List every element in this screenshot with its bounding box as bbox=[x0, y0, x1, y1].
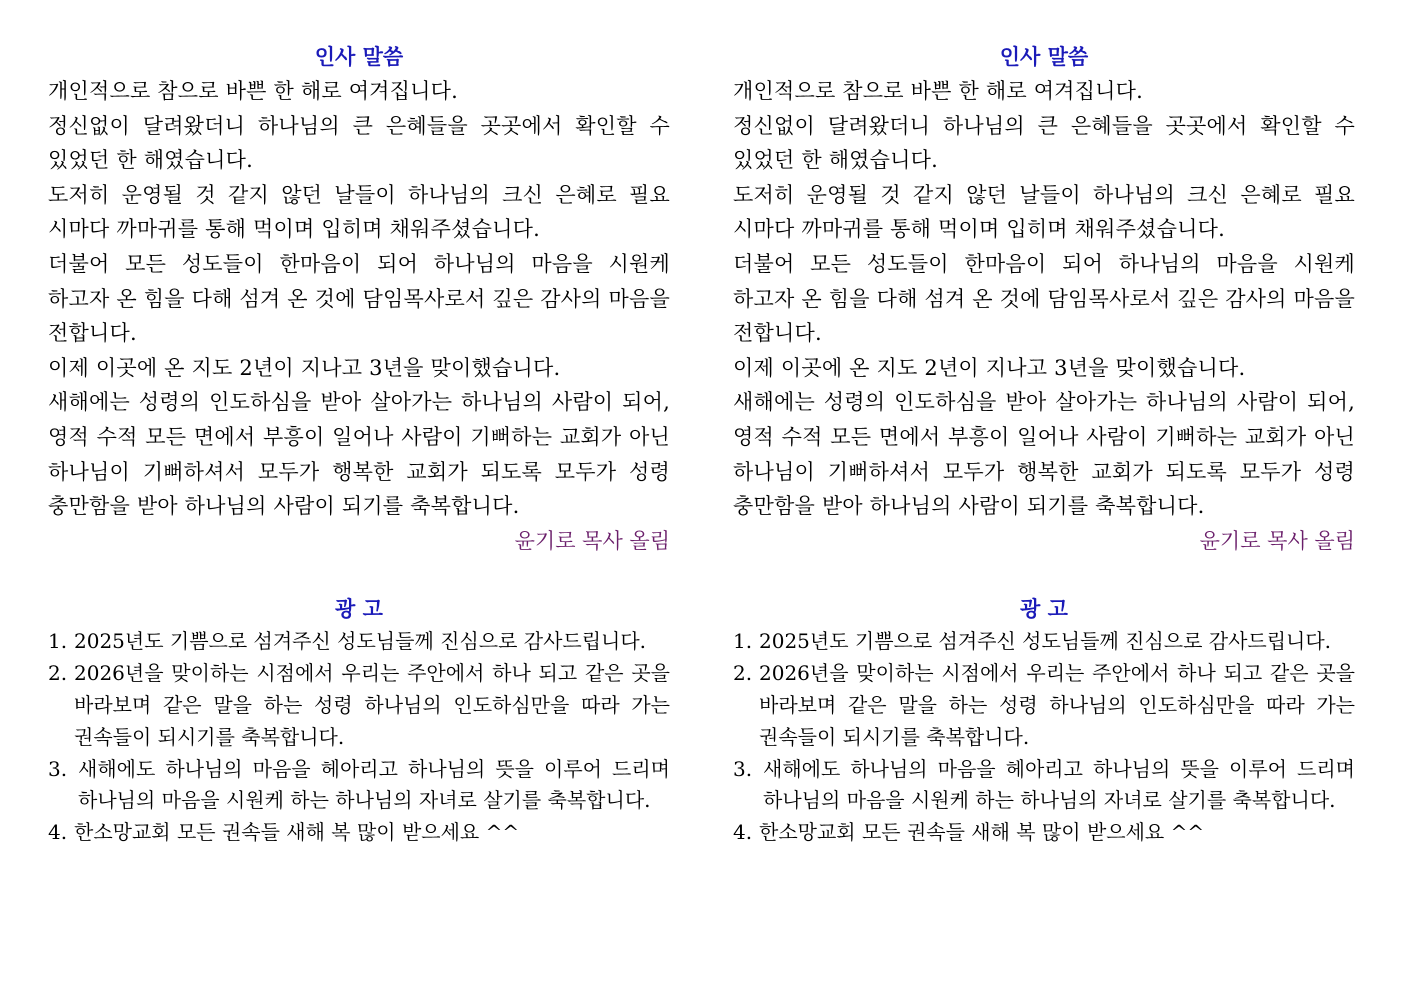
announcements-title: 광 고 bbox=[335, 596, 383, 622]
greeting-paragraph: 새해에는 성령의 인도하심을 받아 살아가는 하나님의 사람이 되어, 영적 수적 모든 면에서 부흥이 일어나 사람이 기뻐하는 교회가 아닌 하나님이 기뻐하셔서 모두가 행복한 교회가 되도록 모두가 성령 충만함을 받아 하나님의 사람이 되기를 축복합니다. bbox=[733, 390, 1355, 519]
announcement-number: 3. bbox=[733, 756, 753, 781]
announcements-list bbox=[48, 626, 670, 849]
greeting-section bbox=[733, 40, 1355, 558]
announcement-text: 2026년을 맞이하는 시점에서 우리는 주안에서 하나 되고 같은 곳을 바라보며 같은 말을 하는 성령 하나님의 인도하심만을 따라 가는 권속들이 되시기를 축복합니다. bbox=[74, 661, 670, 749]
announcements-section bbox=[48, 592, 670, 849]
greeting-paragraph: 도저히 운영될 것 같지 않던 날들이 하나님의 크신 은혜로 필요 시마다 까마귀를 통해 먹이며 입히며 채워주셨습니다. bbox=[48, 182, 670, 242]
announcement-number: 2. bbox=[733, 661, 753, 686]
greeting-paragraph: 이제 이곳에 온 지도 2년이 지나고 3년을 맞이했습니다. bbox=[48, 355, 561, 380]
announcement-text: 새해에도 하나님의 마음을 헤아리고 하나님의 뜻을 이루어 드리며 하나님의 마음을 시원케 하는 하나님의 자녀로 살기를 축복합니다. bbox=[78, 756, 670, 813]
greeting-section bbox=[48, 40, 670, 558]
announcements-list bbox=[733, 626, 1355, 849]
announcement-item bbox=[48, 626, 670, 658]
greeting-signature: 윤기로 목사 올림 bbox=[514, 528, 670, 553]
greeting-paragraph: 개인적으로 참으로 바쁜 한 해로 여겨집니다. bbox=[48, 79, 458, 103]
announcement-number: 1. bbox=[733, 629, 753, 654]
left-panel bbox=[48, 40, 670, 849]
announcement-item bbox=[48, 658, 670, 753]
announcement-item bbox=[48, 817, 670, 849]
greeting-paragraph: 정신없이 달려왔더니 하나님의 큰 은혜들을 곳곳에서 확인할 수 있었던 한 해였습니다. bbox=[48, 113, 670, 173]
announcement-text: 새해에도 하나님의 마음을 헤아리고 하나님의 뜻을 이루어 드리며 하나님의 마음을 시원케 하는 하나님의 자녀로 살기를 축복합니다. bbox=[763, 756, 1355, 813]
right-panel bbox=[733, 40, 1355, 849]
announcement-text: 한소망교회 모든 권속들 새해 복 많이 받으세요 ^^ bbox=[74, 820, 520, 845]
announcement-number: 3. bbox=[48, 756, 68, 781]
greeting-title: 인사 말씀 bbox=[999, 44, 1089, 69]
announcements-section bbox=[733, 592, 1355, 849]
greeting-paragraph: 정신없이 달려왔더니 하나님의 큰 은혜들을 곳곳에서 확인할 수 있었던 한 해였습니다. bbox=[733, 113, 1355, 173]
greeting-paragraph: 이제 이곳에 온 지도 2년이 지나고 3년을 맞이했습니다. bbox=[733, 355, 1246, 380]
announcement-number: 2. bbox=[48, 661, 68, 686]
announcement-number: 1. bbox=[48, 629, 68, 654]
greeting-title: 인사 말씀 bbox=[314, 44, 404, 69]
announcement-item bbox=[733, 754, 1355, 818]
announcement-item bbox=[48, 754, 670, 818]
greeting-paragraph: 개인적으로 참으로 바쁜 한 해로 여겨집니다. bbox=[733, 79, 1143, 103]
greeting-paragraph: 더불어 모든 성도들이 한마음이 되어 하나님의 마음을 시원케 하고자 온 힘을 다해 섬겨 온 것에 담임목사로서 깊은 감사의 마음을 전합니다. bbox=[733, 251, 1355, 346]
announcement-item bbox=[733, 817, 1355, 849]
announcement-text: 2025년도 기쁨으로 섬겨주신 성도님들께 진심으로 감사드립니다. bbox=[74, 629, 647, 654]
announcement-text: 2025년도 기쁨으로 섬겨주신 성도님들께 진심으로 감사드립니다. bbox=[759, 629, 1332, 654]
announcement-text: 한소망교회 모든 권속들 새해 복 많이 받으세요 ^^ bbox=[759, 820, 1205, 845]
greeting-paragraph: 도저히 운영될 것 같지 않던 날들이 하나님의 크신 은혜로 필요 시마다 까마귀를 통해 먹이며 입히며 채워주셨습니다. bbox=[733, 182, 1355, 242]
announcements-title: 광 고 bbox=[1020, 596, 1068, 622]
announcement-number: 4. bbox=[733, 820, 753, 845]
announcement-item bbox=[733, 658, 1355, 753]
announcement-item bbox=[733, 626, 1355, 658]
greeting-paragraph: 새해에는 성령의 인도하심을 받아 살아가는 하나님의 사람이 되어, 영적 수적 모든 면에서 부흥이 일어나 사람이 기뻐하는 교회가 아닌 하나님이 기뻐하셔서 모두가 행복한 교회가 되도록 모두가 성령 충만함을 받아 하나님의 사람이 되기를 축복합니다. bbox=[48, 390, 670, 519]
greeting-paragraph: 더불어 모든 성도들이 한마음이 되어 하나님의 마음을 시원케 하고자 온 힘을 다해 섬겨 온 것에 담임목사로서 깊은 감사의 마음을 전합니다. bbox=[48, 251, 670, 346]
greeting-signature: 윤기로 목사 올림 bbox=[1199, 528, 1355, 553]
announcement-number: 4. bbox=[48, 820, 68, 845]
announcement-text: 2026년을 맞이하는 시점에서 우리는 주안에서 하나 되고 같은 곳을 바라보며 같은 말을 하는 성령 하나님의 인도하심만을 따라 가는 권속들이 되시기를 축복합니다. bbox=[759, 661, 1355, 749]
